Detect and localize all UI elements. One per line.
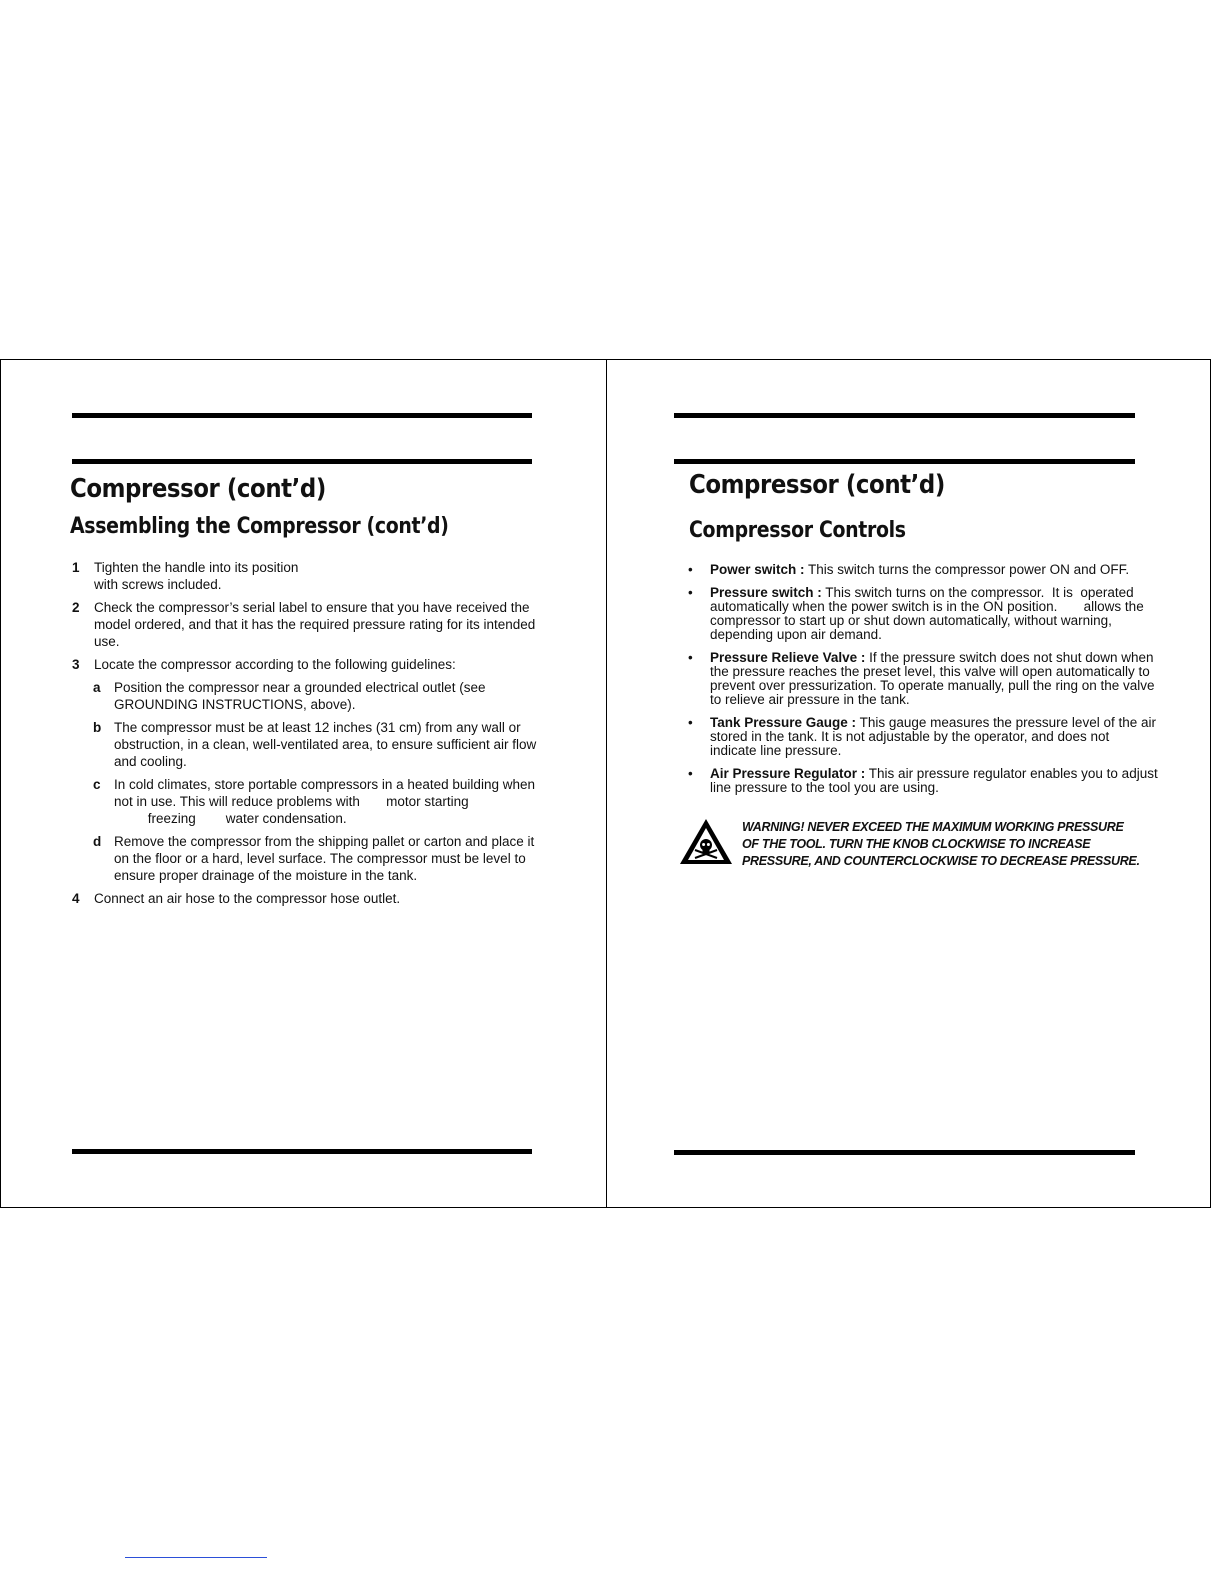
substep-item: [72, 679, 537, 713]
bullet: •: [688, 585, 693, 600]
substep-text: The compressor must be at least 12 inches (31 cm) from any wall or obstruction, in a clean, well-ventilated area, to ensure sufficient air flow and cooling.: [114, 720, 537, 769]
control-text: This air pressure regulator enables you to adjust line pressure to the tool you are using.: [710, 766, 1158, 795]
control-item-air-regulator: [688, 767, 1158, 795]
page-title-left: Compressor (cont’d): [70, 474, 326, 504]
bullet: •: [688, 562, 693, 577]
substep-text: Remove the compressor from the shipping pallet or carton and place it on the floor or a hard, level surface. The compressor must be level to ensure proper drainage of the moisture in the tank.: [114, 834, 535, 883]
footer-link-underline[interactable]: [125, 1557, 267, 1558]
page-title-right: Compressor (cont’d): [689, 470, 945, 500]
step-number: 4: [72, 891, 80, 906]
substep-item: [72, 776, 537, 827]
substep-text: Position the compressor near a grounded electrical outlet (see GROUNDING INSTRUCTIONS, above).: [114, 680, 486, 712]
step-item: [72, 656, 537, 673]
step-number: 3: [72, 657, 80, 672]
substep-letter: d: [93, 834, 102, 849]
step-item: [72, 559, 537, 593]
control-item-pressure-switch: [688, 586, 1158, 642]
assembly-steps: [72, 559, 537, 913]
step-number: 2: [72, 600, 80, 615]
control-text: This switch turns on the compressor. It is operated automatically when the power switch is in the ON position. allows the compressor to start up or shut down automatically, without warning, depending upon air demand.: [710, 585, 1148, 642]
step-item: [72, 599, 537, 650]
warning-text: WARNING! NEVER EXCEED THE MAXIMUM WORKING PRESSURE OF THE TOOL. TURN THE KNOB CLOCKWISE TO INCREASE PRESSURE, AND COUNTERCLOCKWISE TO DECREASE PRESSURE.: [742, 820, 1140, 868]
compressor-controls-list: [688, 563, 1158, 804]
substep-letter: c: [93, 777, 101, 792]
control-text: This gauge measures the pressure level of the air stored in the tank. It is not adjustable by the operator, and does not indicate line pressure.: [710, 715, 1156, 758]
step-text: Locate the compressor according to the following guidelines:: [94, 657, 456, 672]
page-divider: [606, 359, 607, 1208]
control-text: If the pressure switch does not shut down when the pressure reaches the preset level, this valve will open automatically to prevent over pressurization. To operate manually, pull the ring on the valve to relieve air pressure in the tank.: [710, 650, 1155, 707]
bullet: •: [688, 650, 693, 665]
header-rule-bottom-right: [674, 459, 1135, 464]
skull-warning-icon: [678, 817, 734, 867]
header-rule-top-left: [72, 413, 532, 418]
substep-letter: b: [93, 720, 102, 735]
footer-rule-left: [72, 1149, 532, 1154]
footer-rule-right: [674, 1150, 1135, 1155]
step-text: Tighten the handle into its position with screws included.: [94, 560, 299, 592]
step-text: Check the compressor’s serial label to ensure that you have received the model ordered, and that it has the required pressure rating for its intended use.: [94, 600, 536, 649]
control-label: Tank Pressure Gauge :: [710, 715, 857, 730]
substep-item: [72, 833, 537, 884]
step-item: [72, 890, 537, 907]
control-item-relieve-valve: [688, 651, 1158, 707]
substep-text: In cold climates, store portable compressors in a heated building when not in use. This will reduce problems with motor starting freezing water condensation.: [114, 777, 535, 826]
bullet: •: [688, 766, 693, 781]
control-label: Air Pressure Regulator :: [710, 766, 866, 781]
control-text: This switch turns the compressor power ON and OFF.: [804, 562, 1130, 577]
control-item-tank-gauge: [688, 716, 1158, 758]
control-item-power-switch: [688, 563, 1158, 577]
control-label: Pressure Relieve Valve :: [710, 650, 866, 665]
substep-letter: a: [93, 680, 101, 695]
substep-item: [72, 719, 537, 770]
step-text: Connect an air hose to the compressor hose outlet.: [94, 891, 401, 906]
bullet: •: [688, 715, 693, 730]
section-subtitle-right: Compressor Controls: [689, 518, 906, 543]
header-rule-top-right: [674, 413, 1135, 418]
header-rule-bottom-left: [72, 459, 532, 464]
step-number: 1: [72, 560, 80, 575]
section-subtitle-left: Assembling the Compressor (cont’d): [70, 514, 449, 539]
control-label: Pressure switch :: [710, 585, 822, 600]
control-label: Power switch :: [710, 562, 805, 577]
